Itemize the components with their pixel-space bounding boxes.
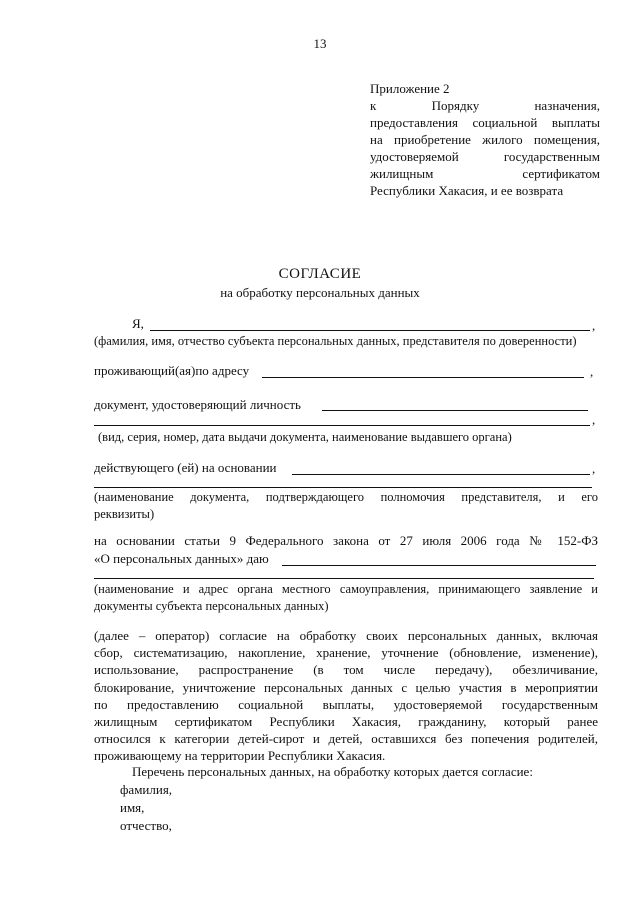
organ-caption-2: документы субъекта персональных данных) xyxy=(94,599,329,613)
appendix-block xyxy=(370,80,600,199)
appendix-line: Республики Хакасия, и ее возврата xyxy=(370,183,564,198)
paragraph-line: по предоставлению социальной выплаты, удостоверяемой государственным xyxy=(94,696,598,712)
document-subtitle: на обработку персональных данных xyxy=(220,285,420,300)
law-text-2: «О персональных данных» даю xyxy=(94,551,269,566)
appendix-line: на приобретение жилого помещения, xyxy=(370,132,600,147)
basis-caption: (наименование документа, подтверждающего полномочия представителя, и его xyxy=(94,490,598,504)
organ-caption: (наименование и адрес органа местного самоуправления, принимающего заявление и xyxy=(94,582,598,596)
basis-label: действующего (ей) на основании xyxy=(94,460,277,475)
fio-field-line[interactable] xyxy=(150,330,590,331)
basis-field-line[interactable] xyxy=(292,474,590,475)
address-label: проживающий(ая)по адресу xyxy=(94,363,250,378)
personal-data-list xyxy=(120,781,172,835)
paragraph-line: относился к категории детей-сирот и детей, оставшихся без попечения родителей, xyxy=(94,731,598,747)
paragraph-line: проживающему на территории Республики Хакасия. xyxy=(94,748,386,764)
paragraph-line: сбор, систематизацию, накопление, хранение, уточнение (обновление, изменение), xyxy=(94,645,598,661)
document-title: СОГЛАСИЕ xyxy=(278,266,362,282)
paragraph-line: использование, распространение (в том числе передачу), обезличивание, xyxy=(94,662,598,678)
appendix-line: удостоверяемой государственным xyxy=(370,149,600,164)
list-item: фамилия, xyxy=(120,782,173,797)
line-comma: , xyxy=(592,461,596,476)
basis-caption-2: реквизиты) xyxy=(94,507,155,521)
document-field-line[interactable] xyxy=(322,410,588,411)
appendix-line: к Порядку назначения, xyxy=(370,98,600,113)
list-intro: Перечень персональных данных, на обработку которых дается согласие: xyxy=(132,764,533,779)
basis-field-line-2[interactable] xyxy=(94,487,592,488)
organ-field-line-2[interactable] xyxy=(94,578,594,579)
document-label: документ, удостоверяющий личность xyxy=(94,397,301,412)
i-label: Я, xyxy=(132,316,144,331)
consent-paragraph xyxy=(94,627,598,765)
page-number: 13 xyxy=(313,36,327,51)
document-caption: (вид, серия, номер, дата выдачи документа, наименование выдавшего органа) xyxy=(98,430,512,444)
list-item: отчество, xyxy=(120,818,172,833)
appendix-line: предоставления социальной выплаты xyxy=(370,115,600,130)
line-comma: , xyxy=(592,318,596,333)
line-comma: , xyxy=(590,364,594,379)
fio-caption: (фамилия, имя, отчество субъекта персональных данных, представителя по доверенности) xyxy=(94,334,577,348)
appendix-line: жилищным сертификатом xyxy=(370,166,600,181)
law-text: на основании статьи 9 Федерального закона от 27 июля 2006 года № 152-ФЗ xyxy=(94,533,598,548)
appendix-line: Приложение 2 xyxy=(370,81,450,96)
address-field-line[interactable] xyxy=(262,377,584,378)
paragraph-line: (далее – оператор) согласие на обработку своих персональных данных, включая xyxy=(94,628,598,643)
document-field-line-2[interactable] xyxy=(94,425,590,426)
line-comma: , xyxy=(592,412,596,427)
organ-field-line[interactable] xyxy=(282,565,596,566)
paragraph-line: блокирование, уничтожение персональных данных с целью участия в мероприятии xyxy=(94,679,598,695)
paragraph-line: жилищным сертификатом Республики Хакасия, гражданину, который ранее xyxy=(94,714,598,730)
list-item: имя, xyxy=(120,800,145,815)
